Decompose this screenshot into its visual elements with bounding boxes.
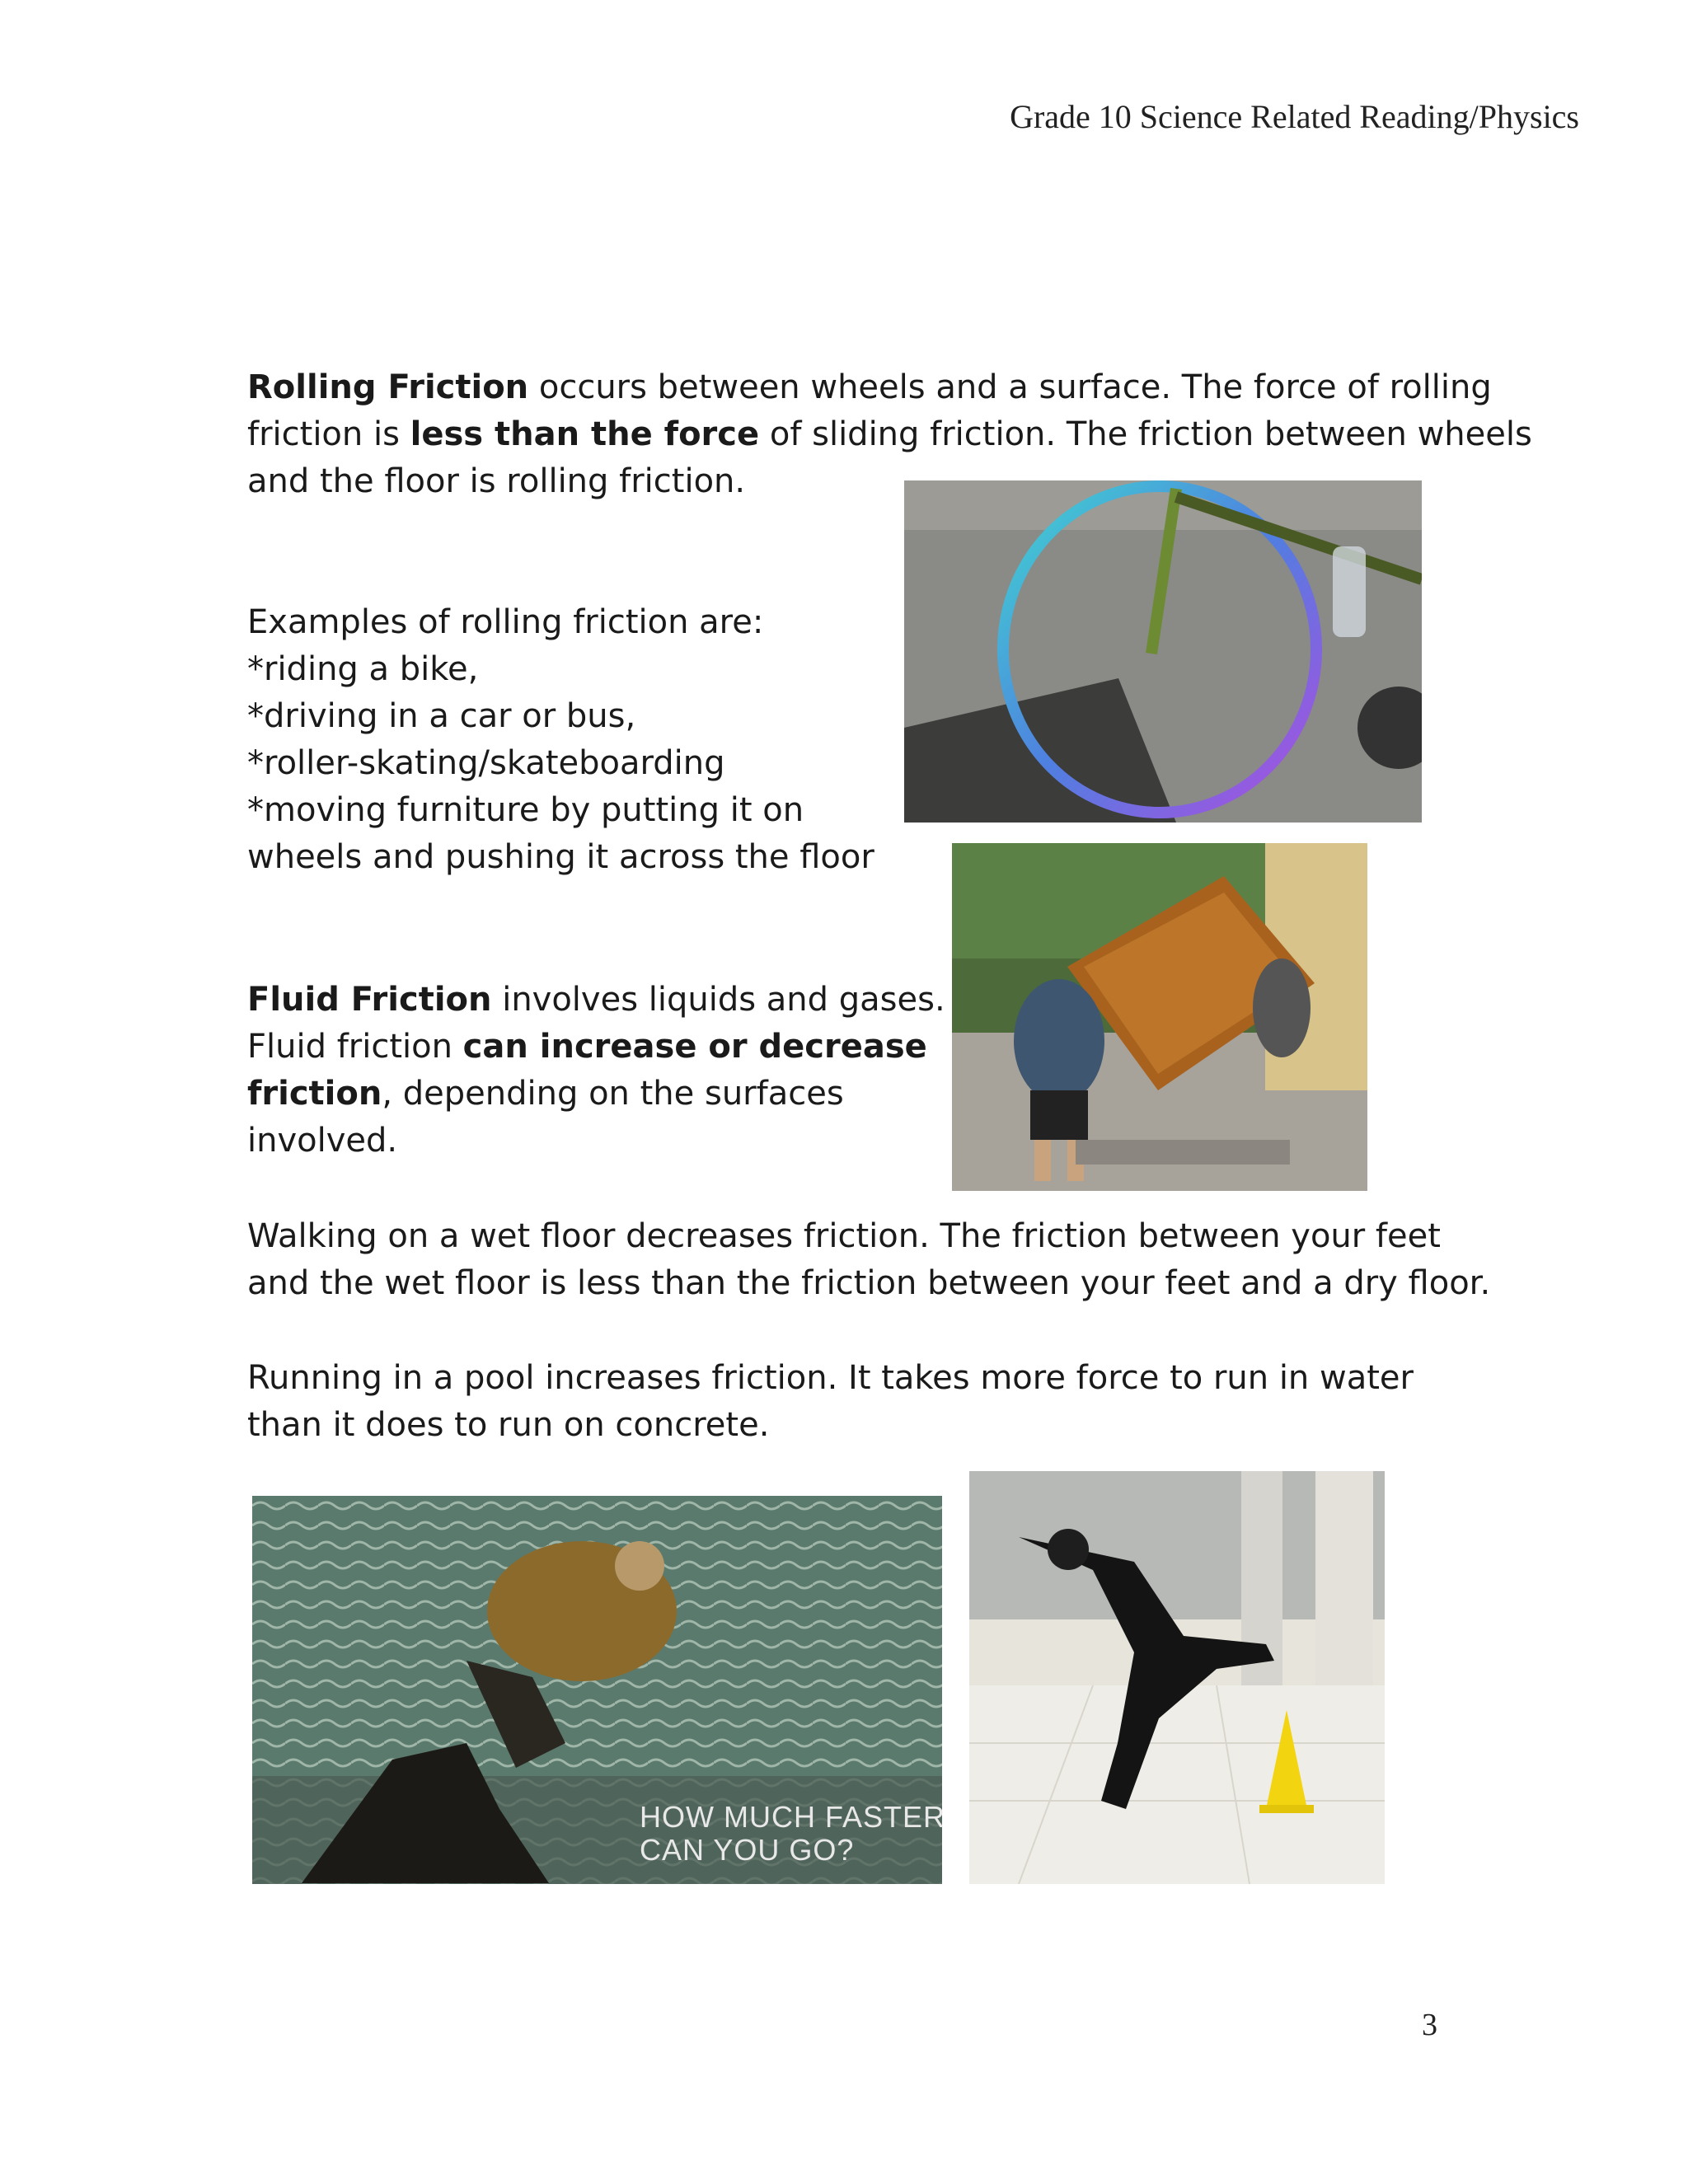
furniture-moving-image	[952, 843, 1367, 1191]
bike-wheel-image	[904, 480, 1422, 823]
example-item: *roller-skating/skateboarding	[247, 744, 725, 782]
fluid-line-2	[247, 1024, 927, 1071]
rolling-line-2	[247, 411, 1532, 458]
caption-line-1: HOW MUCH FASTER	[640, 1800, 945, 1834]
wet-floor-line-1: Walking on a wet floor decreases friction. The friction between your feet	[247, 1217, 1441, 1255]
page-header: Grade 10 Science Related Reading/Physics	[1010, 98, 1579, 135]
page-number: 3	[1422, 2008, 1437, 2042]
example-item: wheels and pushing it across the floor	[247, 838, 874, 876]
fluid-line-1-text: involves liquids and gases.	[491, 981, 945, 1019]
wet-floor-line-2: and the wet floor is less than the friction between your feet and a dry floor.	[247, 1264, 1491, 1302]
fluid-line-3-rest: , depending on the surfaces	[382, 1075, 844, 1113]
rolling-line-2-pre: friction is	[247, 415, 410, 453]
rolling-term: Rolling Friction	[247, 368, 529, 406]
example-item: *riding a bike,	[247, 650, 479, 688]
rolling-emphasis: less than the force	[410, 415, 760, 453]
fluid-line-4: involved.	[247, 1122, 398, 1160]
fluid-line-3	[247, 1071, 844, 1118]
rolling-line-3: and the floor is rolling friction.	[247, 462, 746, 500]
example-item: *moving furniture by putting it on	[247, 791, 804, 829]
pool-line-2: than it does to run on concrete.	[247, 1406, 770, 1444]
wet-floor-slip-image	[969, 1471, 1385, 1884]
rolling-line-1	[247, 364, 1492, 411]
fluid-line-2-pre: Fluid friction	[247, 1028, 463, 1066]
fluid-term: Fluid Friction	[247, 981, 492, 1019]
example-item: *driving in a car or bus,	[247, 697, 636, 735]
pool-line-1: Running in a pool increases friction. It takes more force to run in water	[247, 1359, 1414, 1397]
fluid-emphasis: can increase or decrease	[462, 1028, 927, 1066]
examples-intro: Examples of rolling friction are:	[247, 603, 764, 641]
rolling-line-1-text: occurs between wheels and a surface. The force of rolling	[528, 368, 1492, 406]
pool-image-caption	[640, 1801, 953, 1867]
fluid-emphasis-2: friction	[247, 1075, 382, 1113]
rolling-line-2-rest: of sliding friction. The friction between wheels	[759, 415, 1532, 453]
caption-line-2: CAN YOU GO?	[640, 1833, 855, 1867]
fluid-line-1	[247, 977, 945, 1024]
